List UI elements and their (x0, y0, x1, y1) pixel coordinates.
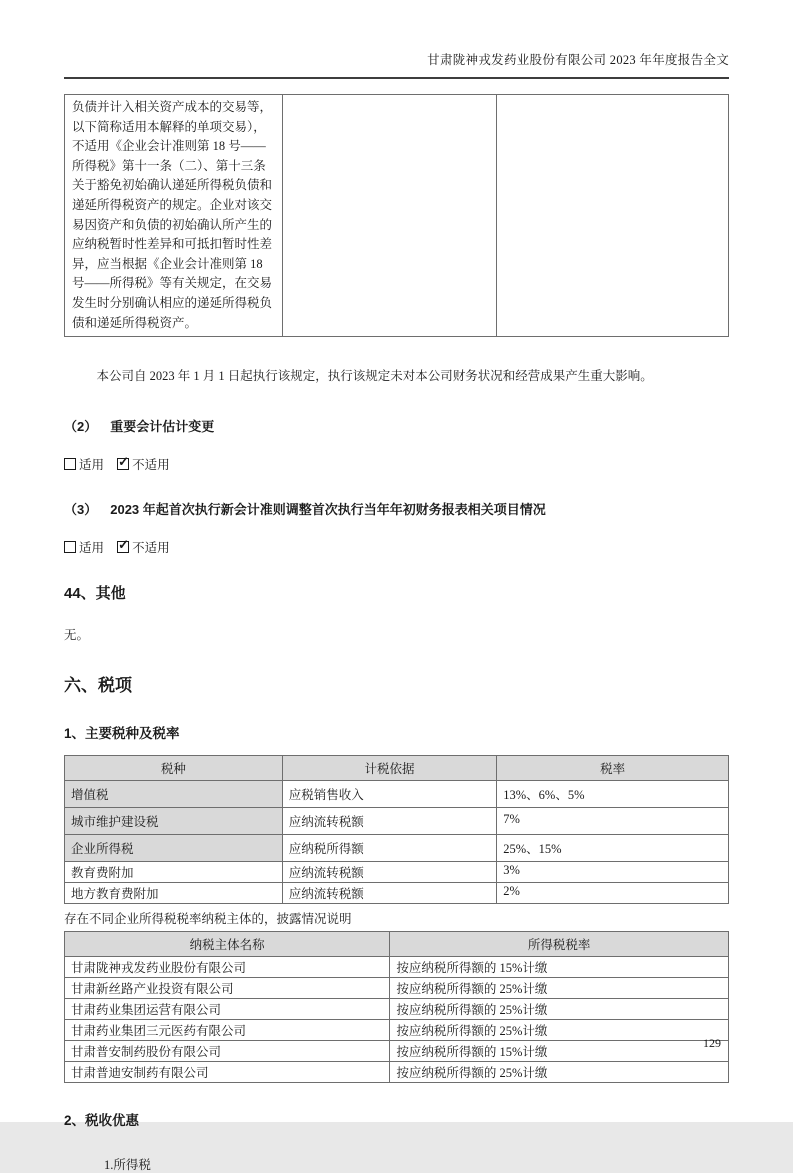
table-cell: 应纳流转税额 (282, 861, 496, 882)
table-cell: 甘肃药业集团三元医药有限公司 (65, 1019, 390, 1040)
section-heading-estimate-change (64, 416, 729, 435)
section-heading-new-standards (64, 499, 729, 518)
column-header: 税种 (65, 755, 283, 780)
applicability-checkline (64, 538, 729, 556)
tax-entities-note: 存在不同企业所得税税率纳税主体的，披露情况说明 (64, 911, 352, 926)
subsection-heading-tax-rates: 1、主要税种及税率 (64, 725, 180, 741)
table-cell: 按应纳税所得额的 25%计缴 (390, 977, 729, 998)
column-header: 税率 (497, 755, 729, 780)
table-cell: 甘肃陇神戎发药业股份有限公司 (65, 956, 390, 977)
table-cell: 甘肃普迪安制药有限公司 (65, 1061, 390, 1082)
checkbox-checked-icon (117, 541, 129, 553)
section-heading-other: 44、其他 (64, 584, 126, 602)
table-cell: 按应纳税所得额的 15%计缴 (390, 1040, 729, 1061)
table-cell: 甘肃药业集团运营有限公司 (65, 998, 390, 1019)
table-cell: 按应纳税所得额的 25%计缴 (390, 998, 729, 1019)
policy-execution-paragraph: 本公司自 2023 年 1 月 1 日起执行该规定，执行该规定未对本公司财务状况和经营成果产生重大影响。 (96, 369, 653, 384)
table-cell: 教育费附加 (65, 861, 283, 882)
table-header-row (65, 931, 729, 956)
table-row (65, 998, 729, 1019)
table-cell: 7% (497, 807, 729, 834)
table-cell: 13%、6%、5% (497, 780, 729, 807)
table-cell: 地方教育费附加 (65, 882, 283, 903)
table-row (65, 834, 729, 861)
checkbox-unchecked-icon (64, 458, 76, 470)
not-applicable-label: 不适用 (132, 540, 170, 555)
accounting-policy-table (64, 94, 729, 337)
table-row (65, 861, 729, 882)
report-title: 甘肃陇神戎发药业股份有限公司 2023 年年度报告全文 (427, 53, 729, 67)
section-number: （3） (64, 501, 98, 517)
table-row (65, 807, 729, 834)
tax-incentive-sub-item: 1.所得税 (104, 1157, 151, 1172)
table-cell: 3% (497, 861, 729, 882)
table-row (65, 780, 729, 807)
table-cell: 甘肃普安制药股份有限公司 (65, 1040, 390, 1061)
table-cell: 应纳流转税额 (282, 807, 496, 834)
not-applicable-label: 不适用 (132, 457, 170, 472)
table-row (65, 882, 729, 903)
table-row (65, 977, 729, 998)
not-applicable-option (117, 541, 170, 555)
section-body-none: 无。 (64, 627, 90, 642)
applicable-option (64, 541, 104, 555)
table-row (65, 1061, 729, 1082)
applicability-checkline (64, 455, 729, 473)
tax-rates-table (64, 755, 729, 904)
table-cell: 应税销售收入 (282, 780, 496, 807)
page-number: 129 (703, 1036, 721, 1050)
section-title: 2023 年起首次执行新会计准则调整首次执行当年年初财务报表相关项目情况 (110, 501, 546, 517)
applicable-label: 适用 (79, 457, 105, 472)
section-number: （2） (64, 418, 98, 434)
tax-entities-table (64, 931, 729, 1083)
subsection-heading-tax-incentives: 2、税收优惠 (64, 1112, 140, 1128)
table-cell: 增值税 (65, 780, 283, 807)
table-cell: 城市维护建设税 (65, 807, 283, 834)
checkbox-unchecked-icon (64, 541, 76, 553)
table-cell: 按应纳税所得额的 15%计缴 (390, 956, 729, 977)
table-row (65, 956, 729, 977)
applicable-label: 适用 (79, 540, 105, 555)
page-header (64, 0, 729, 79)
chapter-heading-tax: 六、税项 (64, 675, 132, 695)
table-cell: 按应纳税所得额的 25%计缴 (390, 1061, 729, 1082)
table-row (65, 1040, 729, 1061)
table-cell: 应纳流转税额 (282, 882, 496, 903)
table-cell (497, 95, 729, 337)
table-row (65, 1019, 729, 1040)
table-cell: 甘肃新丝路产业投资有限公司 (65, 977, 390, 998)
column-header: 计税依据 (282, 755, 496, 780)
table-cell: 2% (497, 882, 729, 903)
not-applicable-option (117, 458, 170, 472)
section-title: 重要会计估计变更 (110, 418, 215, 434)
table-cell: 按应纳税所得额的 25%计缴 (390, 1019, 729, 1040)
table-cell: 应纳税所得额 (282, 834, 496, 861)
table-cell: 25%、15% (497, 834, 729, 861)
table-header-row (65, 755, 729, 780)
table-row (65, 95, 729, 337)
checkbox-checked-icon (117, 458, 129, 470)
table-cell (282, 95, 496, 337)
column-header: 所得税税率 (390, 931, 729, 956)
column-header: 纳税主体名称 (65, 931, 390, 956)
table-cell: 负债并计入相关资产成本的交易等，以下简称适用本解释的单项交易），不适用《企业会计准则第 18 号——所得税》第十一条（二）、第十三条关于豁免初始确认递延所得税负债和递延所得税资产的规定。企业对该交易因资产和负债的初始确认所产生的应纳税暂时性差异和可抵扣暂时性差异，应当根据《企业会计准则第 18 号——所得税》等有关规定，在交易发生时分别确认相应的递延所得税负债和递延所得税资产。 (65, 95, 283, 337)
applicable-option (64, 458, 104, 472)
table-cell: 企业所得税 (65, 834, 283, 861)
